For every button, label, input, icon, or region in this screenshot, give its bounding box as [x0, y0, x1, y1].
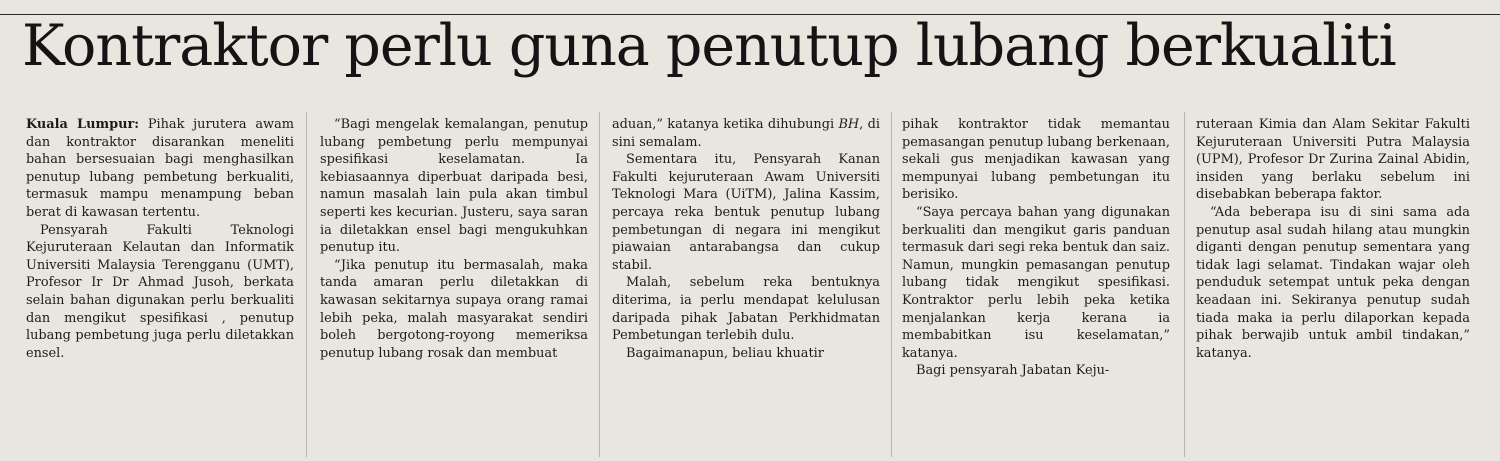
paragraph: ruteraan Kimia dan Alam Sekitar Fakulti Kejuruteraan Universiti Putra Malaysia (UPM), Profesor Dr Zurina Zainal Abidin, insiden yang berlaku sebelum ini disebabkan beberapa faktor.: [1196, 117, 1470, 203]
column-divider: [599, 112, 600, 457]
paragraph: Pensyarah Fakulti Teknologi Kejuruteraan Kelautan dan Informatik Universiti Malaysia Terengganu (UMT), Profesor Ir Dr Ahmad Jusoh, berkata selain bahan digunakan perlu berkualiti dan mengikut spesifikasi , penutup lubang pembetung juga perlu diletakkan ensel.: [26, 222, 294, 361]
publication-name: BH: [838, 117, 860, 132]
column-divider: [891, 112, 892, 457]
paragraph: Sementara itu, Pensyarah Kanan Fakulti kejuruteraan Awam Universiti Teknologi Mara (UiTM), Jalina Kassim, percaya reka bentuk penutup lubang pembetungan di negara ini mengikut piawaian antarabangsa dan cukup stabil.: [612, 152, 880, 273]
headline: Kontraktor perlu guna penutup lubang berkualiti: [22, 13, 1396, 79]
paragraph: [26, 116, 294, 222]
paragraph: “Ada beberapa isu di sini sama ada penutup asal sudah hilang atau mungkin diganti dengan penutup sementara yang tidak lagi selamat. Tindakan wajar oleh penduduk setempat untuk peka dengan keadaan ini. Sekiranya penutup sudah tiada maka ia perlu dilaporkan kepada pihak berwajib untuk ambil tindakan,” katanya.: [1196, 204, 1470, 361]
column-3: [612, 116, 880, 456]
paragraph: Bagi pensyarah Jabatan Keju-: [916, 363, 1110, 379]
column-5: [1196, 116, 1470, 456]
paragraph: pihak kontraktor tidak memantau pemasangan penutup lubang berkenaan, sekali gus menjadikan kawasan yang mempunyai lubang pembetungan itu berisiko.: [902, 117, 1170, 203]
paragraph: “Saya percaya bahan yang digunakan berkualiti dan mengikut garis panduan termasuk dari segi reka bentuk dan saiz. Namun, mungkin pemasangan penutup lubang tidak mengikut spesifikasi. Kontraktor perlu lebih peka ketika menjalankan kerja kerana ia membabitkan isu keselamatan,” katanya.: [902, 204, 1170, 361]
column-2: [320, 116, 588, 456]
paragraph: [612, 116, 880, 151]
paragraph-text: Pihak jurutera awam dan kontraktor disarankan meneliti bahan bersesuaian bagi menghasilkan penutup lubang pembetung berkualiti, termasuk mampu menampung beban berat di kawasan tertentu.: [26, 117, 294, 220]
paragraph-text: , di sini semalam.: [612, 117, 880, 150]
paragraph: “Bagi mengelak kemalangan, penutup lubang pembetung perlu mempunyai spesifikasi keselamatan. Ia kebiasaannya diperbuat daripada besi, namun masalah lain pula akan timbul seperti kes kecurian. Justeru, saya saran ia diletakkan ensel bagi mengukuhkan penutup itu.: [320, 117, 588, 256]
dateline: Kuala Lumpur:: [26, 117, 140, 132]
paragraph: Bagaimanapun, beliau khuatir: [626, 345, 824, 361]
paragraph: “Jika penutup itu bermasalah, maka tanda amaran perlu diletakkan di kawasan sekitarnya supaya orang ramai lebih peka, malah masyarakat sendiri boleh bergotong-royong memeriksa penutup lubang rosak dan membuat: [320, 257, 588, 361]
column-4: [902, 116, 1170, 456]
column-1: [26, 116, 294, 456]
column-divider: [306, 112, 307, 457]
paragraph-text: aduan,” katanya ketika dihubungi: [612, 117, 835, 132]
column-divider: [1184, 112, 1185, 457]
paragraph: Malah, sebelum reka bentuknya diterima, ia perlu mendapat kelulusan daripada pihak Jabatan Perkhidmatan Pembetungan terlebih dulu.: [612, 275, 880, 344]
